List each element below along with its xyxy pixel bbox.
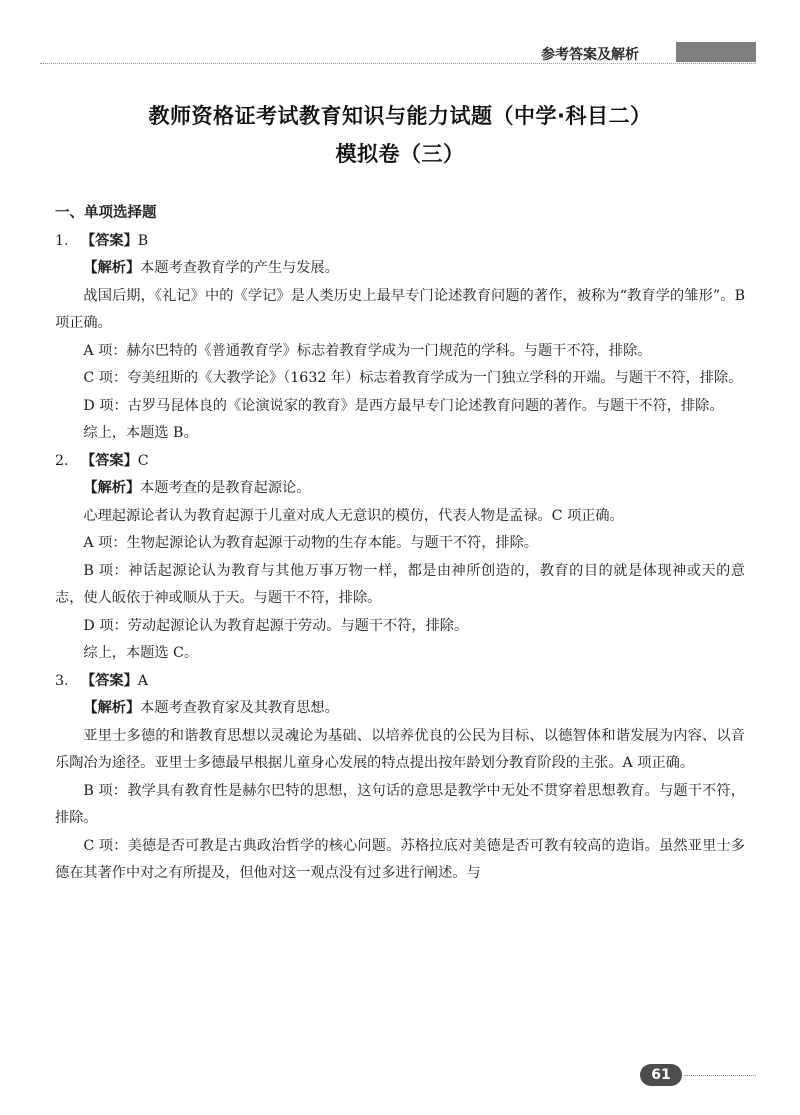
- section-title: 一、单项选择题: [55, 205, 157, 221]
- answer-label: 【答案】: [81, 232, 138, 249]
- analysis-line: [55, 475, 745, 503]
- footer-divider: [684, 1075, 756, 1076]
- analysis-label: 【解析】: [83, 260, 141, 276]
- paragraph: D 项：劳动起源论认为教育起源于劳动。与题干不符，排除。: [83, 617, 469, 634]
- answer-value: C: [137, 452, 149, 469]
- paragraph: B 项：神话起源论认为教育与其他万事万物一样，都是由神所创造的，教育的目的就是体现神或天的意志，使人皈依于神或顺从于天。与题干不符，排除。: [55, 562, 745, 606]
- analysis-text: 本题考查教育学的产生与发展。: [140, 260, 339, 276]
- analysis-text: 本题考查的是教育起源论。: [140, 480, 311, 496]
- question-number: 2.: [55, 452, 69, 469]
- header-decoration-bar: [676, 42, 756, 62]
- paragraph: C 项：夸美纽斯的《大教学论》（1632 年）标志着教育学成为一门独立学科的开端。与题干不符，排除。: [83, 370, 743, 386]
- analysis-label: 【解析】: [83, 480, 141, 496]
- paragraph: 亚里士多德的和谐教育思想以灵魂论为基础、以培养优良的公民为目标、以德智体和谐发展为内容、以音乐陶冶为途径。亚里士多德最早根据儿童身心发展的特点提出按年龄划分教育阶段的主张。A 项正确。: [55, 727, 745, 771]
- paragraph: A 项：生物起源论认为教育起源于动物的生存本能。与题干不符，排除。: [83, 535, 538, 551]
- header-divider: [40, 63, 756, 64]
- analysis-text: 本题考查教育家及其教育思想。: [140, 700, 339, 716]
- running-header: 参考答案及解析: [541, 47, 639, 63]
- question-block: [55, 448, 745, 668]
- paragraph: B 项：教学具有教育性是赫尔巴特的思想，这句话的意思是教学中无处不贯穿着思想教育。与题干不符，排除。: [55, 782, 745, 826]
- paragraph: 综上，本题选 C。: [83, 645, 199, 661]
- answer-value: A: [137, 672, 149, 689]
- paragraph: 心理起源论者认为教育起源于儿童对成人无意识的模仿，代表人物是孟禄。C 项正确。: [83, 507, 624, 524]
- paragraph: 综上，本题选 B。: [83, 425, 198, 441]
- question-answer-line: [55, 228, 745, 256]
- answer-label: 【答案】: [81, 452, 138, 469]
- analysis-line: [55, 695, 745, 723]
- paragraph: D 项：古罗马昆体良的《论演说家的教育》是西方最早专门论述教育问题的著作。与题干不符，排除。: [83, 397, 724, 414]
- page-subtitle: 模拟卷（三）: [335, 142, 465, 166]
- question-block: [55, 228, 745, 448]
- answer-content: [55, 200, 745, 888]
- page-title: 教师资格证考试教育知识与能力试题（中学·科目二）: [148, 104, 652, 128]
- answer-label: 【答案】: [81, 672, 138, 689]
- analysis-label: 【解析】: [83, 700, 141, 716]
- answer-value: B: [137, 232, 149, 249]
- paragraph: 战国后期，《礼记》中的《学记》是人类历史上最早专门论述教育问题的著作，被称为“教育学的雏形”。B 项正确。: [55, 287, 745, 331]
- paragraph: A 项：赫尔巴特的《普通教育学》标志着教育学成为一门规范的学科。与题干不符，排除。: [83, 342, 652, 359]
- question-answer-line: [55, 448, 745, 476]
- paragraph: C 项：美德是否可教是古典政治哲学的核心问题。苏格拉底对美德是否可教有较高的造诣。虽然亚里士多德在其著作中对之有所提及，但他对这一观点没有过多进行阐述。与: [55, 837, 745, 881]
- analysis-line: [55, 255, 745, 283]
- question-number: 3.: [55, 672, 69, 689]
- page-number: 61: [640, 1064, 682, 1086]
- question-block: [55, 668, 745, 888]
- question-number: 1.: [55, 232, 69, 249]
- question-answer-line: [55, 668, 745, 696]
